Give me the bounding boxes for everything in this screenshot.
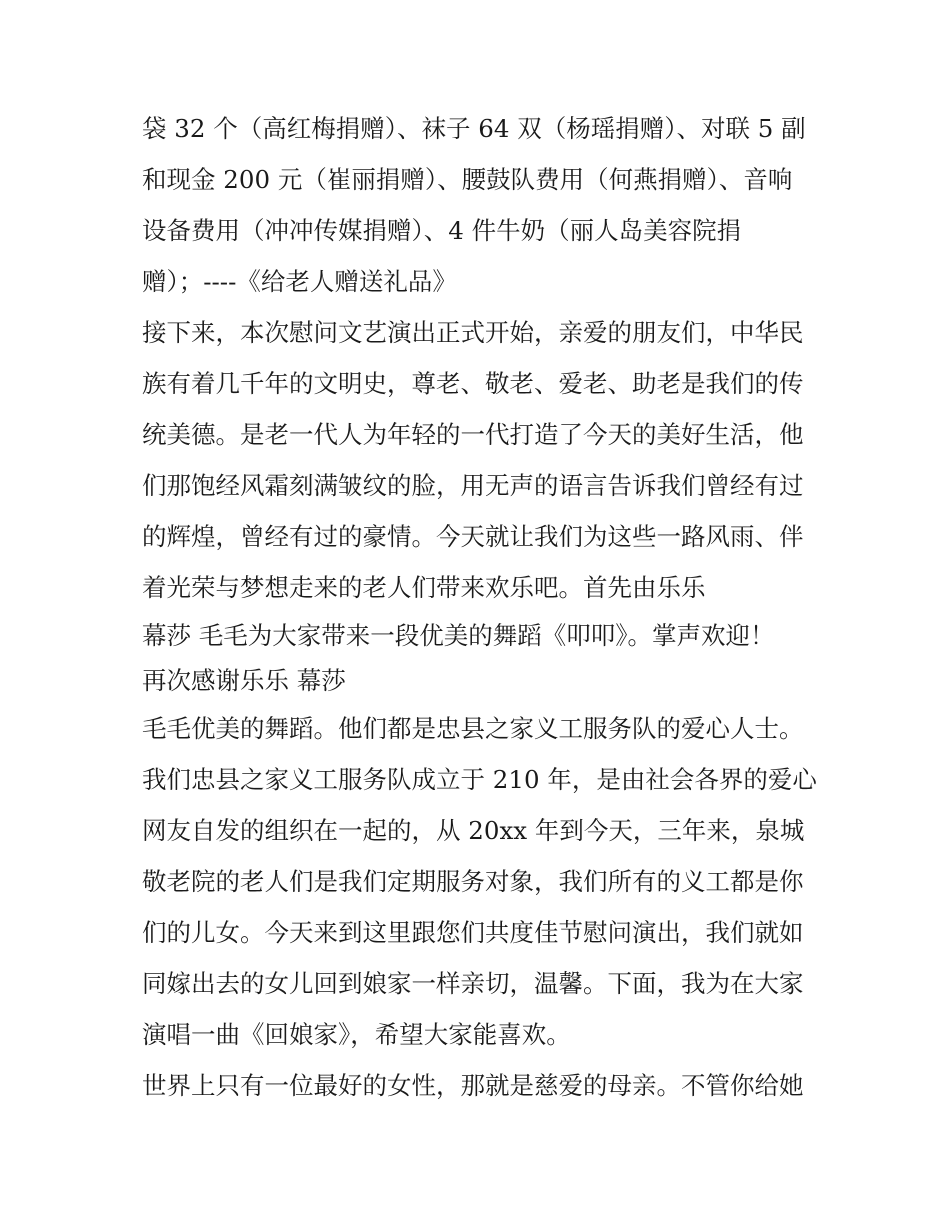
text-line: 世界上只有一位最好的女性，那就是慈爱的母亲。不管你给她	[142, 1071, 804, 1100]
text-line: 和现金 200 元（崔丽捐赠）、腰鼓队费用（何燕捐赠）、音响	[142, 165, 793, 194]
text-line: 再次感谢乐乐 幕莎	[142, 666, 346, 695]
text-line: 统美德。是老一代人为年轻的一代打造了今天的美好生活，他	[142, 420, 804, 449]
text-line: 赠）；----《给老人赠送礼品》	[142, 267, 457, 296]
text-line: 毛毛优美的舞蹈。他们都是忠县之家义工服务队的爱心人士。	[142, 714, 804, 743]
text-line: 敬老院的老人们是我们定期服务对象，我们所有的义工都是你	[142, 867, 804, 896]
text-line: 着光荣与梦想走来的老人们带来欢乐吧。首先由乐乐	[142, 573, 706, 602]
text-line: 同嫁出去的女儿回到娘家一样亲切，温馨。下面，我为在大家	[142, 969, 804, 998]
text-line: 幕莎 毛毛为大家带来一段优美的舞蹈《叩叩》。掌声欢迎！	[142, 621, 775, 650]
text-line: 们的儿女。今天来到这里跟您们共度佳节慰问演出，我们就如	[142, 918, 804, 947]
document-page	[142, 103, 822, 1111]
text-line: 们那饱经风霜刻满皱纹的脸，用无声的语言告诉我们曾经有过	[142, 471, 804, 500]
text-line: 的辉煌，曾经有过的豪情。今天就让我们为这些一路风雨、伴	[142, 522, 804, 551]
text-line: 族有着几千年的文明史，尊老、敬老、爱老、助老是我们的传	[142, 369, 804, 398]
text-line: 袋 32 个（高红梅捐赠）、袜子 64 双（杨瑶捐赠）、对联 5 副	[142, 114, 806, 143]
text-line: 接下来，本次慰问文艺演出正式开始，亲爱的朋友们，中华民	[142, 318, 804, 347]
text-line: 我们忠县之家义工服务队成立于 210 年，是由社会各界的爱心	[142, 765, 817, 794]
text-line: 演唱一曲《回娘家》，希望大家能喜欢。	[142, 1020, 571, 1049]
text-line: 网友自发的组织在一起的，从 20xx 年到今天，三年来，泉城	[142, 816, 805, 845]
text-line: 设备费用（冲冲传媒捐赠）、4 件牛奶（丽人岛美容院捐	[142, 216, 742, 245]
